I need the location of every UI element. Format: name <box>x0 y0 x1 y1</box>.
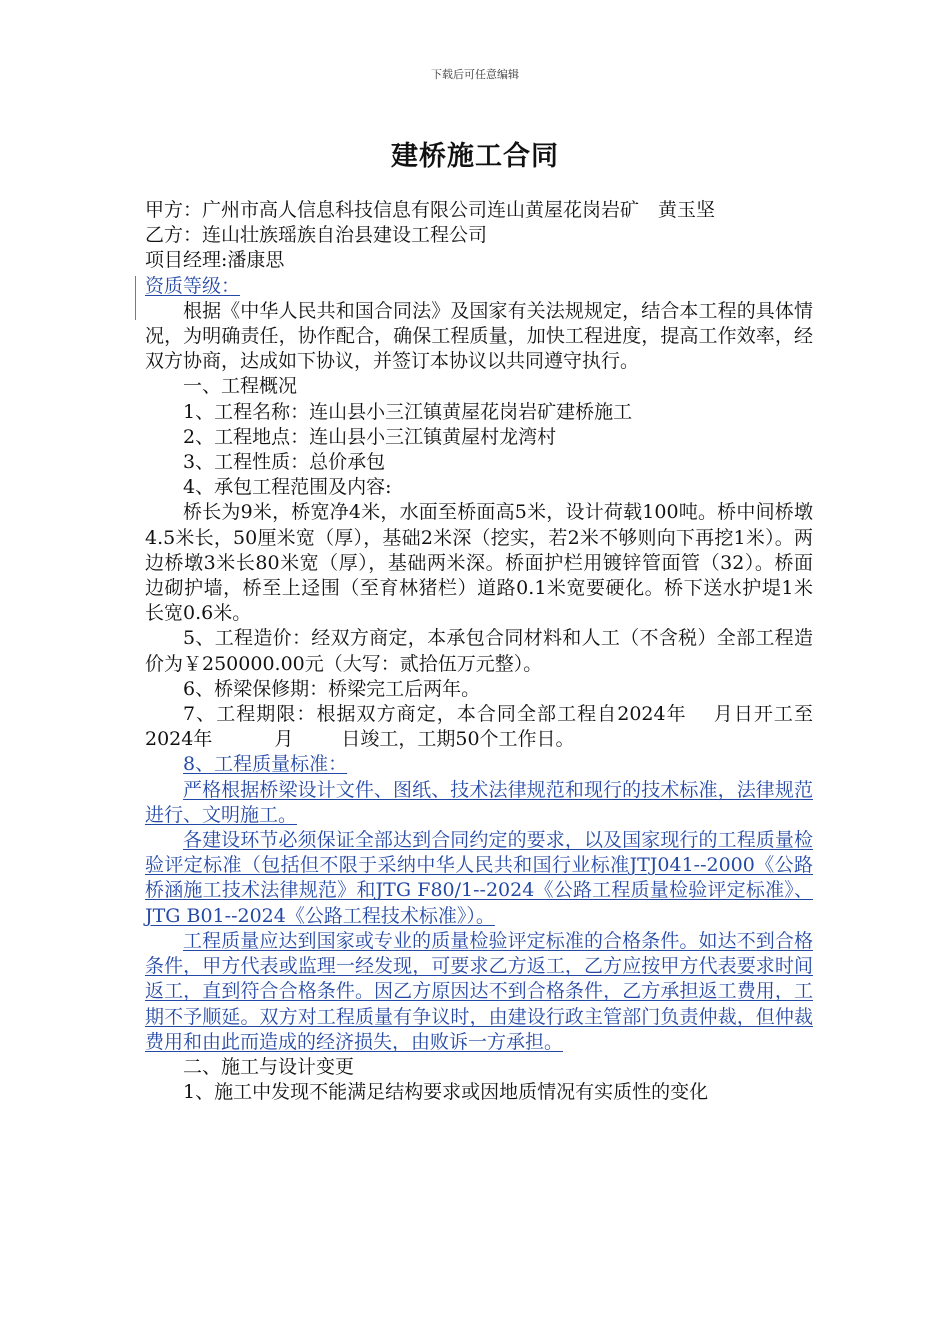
document-body <box>145 198 813 1105</box>
party-a: 甲方：广州市高人信息科技信息有限公司连山黄屋花岗岩矿 黄玉坚 <box>145 199 716 221</box>
document-title: 建桥施工合同 <box>391 141 559 172</box>
project-nature: 3、工程性质：总价承包 <box>183 451 386 474</box>
duration-month-2: 月 <box>274 728 294 751</box>
project-name: 1、工程名称：连山县小三江镇黄屋花岗岩矿建桥施工 <box>183 400 633 423</box>
party-b: 乙方：连山壮族瑶族自治县建设工程公司 <box>145 224 488 247</box>
project-cost: 5、工程造价：经双方商定，本承包合同材料和人工（不含税）全部工程造价为￥250000.00元（大写：贰拾伍万元整）。 <box>145 627 813 675</box>
section-2-heading: 二、施工与设计变更 <box>183 1055 355 1078</box>
duration-start: 7、工程期限：根据双方商定，本合同全部工程自2024年 <box>183 703 687 726</box>
section-2-item-1: 1、施工中发现不能满足结构要求或因地质情况有实质性的变化 <box>183 1081 709 1104</box>
project-scope-text: 桥长为9米，桥宽净4米，水面至桥面高5米，设计荷载100吨。桥中间桥墩4.5米长，50厘米宽（厚），基础2米深（挖实，若2米不够则向下再挖1米）。两边桥墩3米长80米宽（厚），基础两米深。桥面护栏用镀锌管面管（32）。桥面边砌护墙，桥至上迳围（至育林猪栏）道路0.1米宽要硬化。桥下送水护堤1米长宽0.6米。 <box>145 501 813 625</box>
project-manager: 项目经理:潘康思 <box>145 249 285 272</box>
project-scope-heading: 4、承包工程范围及内容: <box>183 476 392 499</box>
project-duration <box>145 702 813 752</box>
quality-paragraph-2: 各建设环节必须保证全部达到合同约定的要求，以及国家现行的工程质量检验评定标准（包括但不限于采纳中华人民共和国行业标准JTJ041--2000《公路桥涵施工技术法律规范》和JTG F80/1--2024《公路工程质量检验评定标准》、JTG B01--2024《公路工程技术标准》）。 <box>145 829 813 927</box>
section-1-heading: 一、工程概况 <box>183 375 298 398</box>
duration-end: 日竣工，工期50个工作日。 <box>341 728 575 751</box>
quality-paragraph-3: 工程质量应达到国家或专业的质量检验评定标准的合格条件。如达不到合格条件，甲方代表或监理一经发现，可要求乙方返工，乙方应按甲方代表要求时间返工，直到符合合格条件。因乙方原因达不到合格条件，乙方承担返工费用，工期不予顺延。双方对工程质量有争议时，由建设行政主管部门负责仲裁，但仲裁费用和由此而造成的经济损失，由败诉一方承担。 <box>145 929 813 1053</box>
header-note: 下载后可任意编辑 <box>431 68 519 81</box>
qualification-level: 资质等级： <box>145 274 241 297</box>
warranty-period: 6、桥梁保修期：桥梁完工后两年。 <box>183 677 481 700</box>
quality-standard-heading: 8、工程质量标准： <box>183 753 348 776</box>
duration-middle: 日开工至2024年 <box>145 703 813 751</box>
revision-bar <box>135 276 136 320</box>
project-location: 2、工程地点：连山县小三江镇黄屋村龙湾村 <box>183 425 557 448</box>
intro-paragraph: 根据《中华人民共和国合同法》及国家有关法规规定，结合本工程的具体情况，为明确责任，协作配合，确保工程质量，加快工程进度，提高工作效率，经双方协商，达成如下协议，并签订本协议以共同遵守执行。 <box>145 299 813 373</box>
duration-month-1: 月 <box>712 703 734 726</box>
quality-paragraph-1: 严格根据桥梁设计文件、图纸、技术法律规范和现行的技术标准，法律规范进行、文明施工。 <box>145 778 813 826</box>
